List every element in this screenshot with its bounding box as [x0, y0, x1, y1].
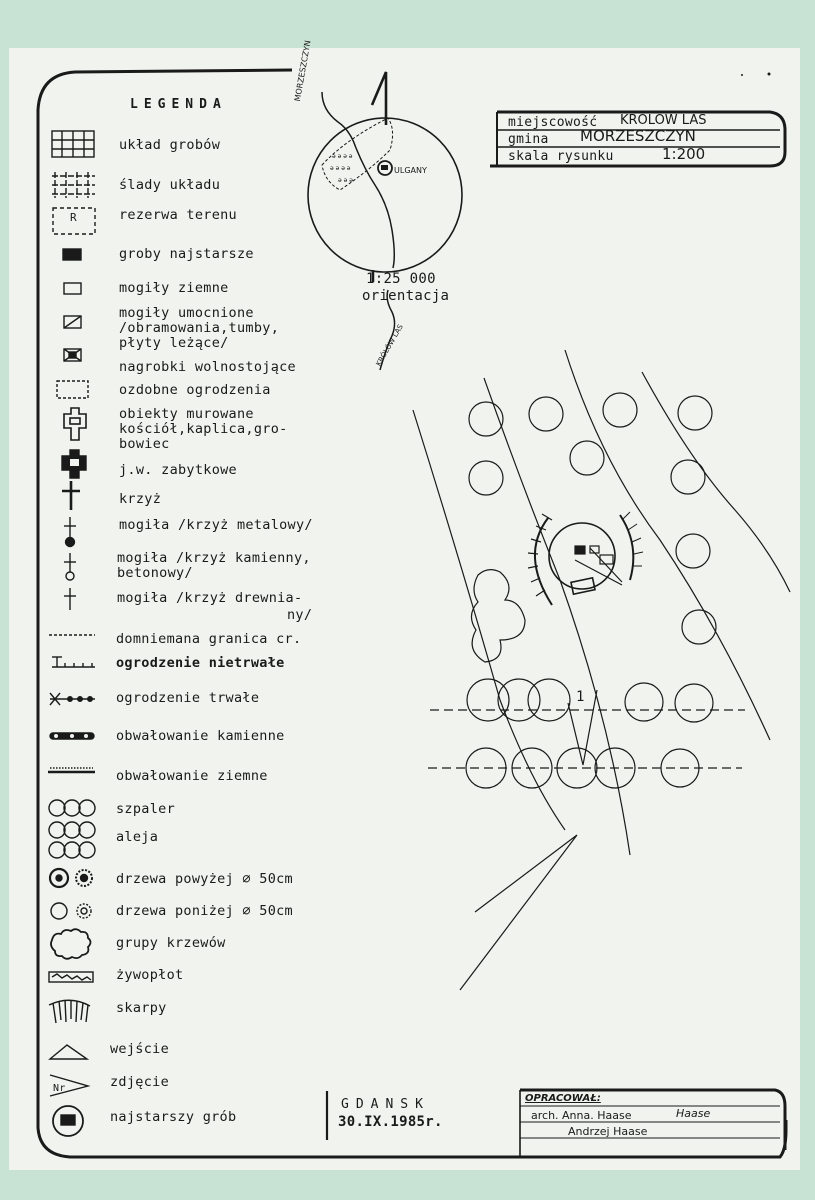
legend-label-mogily-umocnione-2: /obramowania,tumby,	[119, 320, 280, 336]
footer-author2: Andrzej Haase	[568, 1125, 648, 1138]
legend-label-krzyz: krzyż	[119, 491, 162, 507]
grave-slab	[571, 578, 595, 594]
orientation-scale: 1:25 000	[366, 271, 436, 287]
reinforced-grave-icon	[64, 316, 81, 328]
tree	[469, 402, 503, 436]
legend-label-nagrobki: nagrobki wolnostojące	[119, 359, 296, 375]
legend-label-wejscie: wejście	[110, 1041, 169, 1057]
tree	[676, 534, 710, 568]
wooden-cross-grave-icon	[64, 588, 76, 610]
photo-icon-label: Nr	[53, 1083, 66, 1094]
tree	[469, 461, 503, 495]
legend-label-ogrodzenie-nietrwale: ogrodzenie nietrwałe	[116, 655, 285, 671]
legend-label-slady-ukladu: ślady układu	[119, 177, 221, 193]
tree	[570, 441, 604, 475]
legend-label-najstarszy-grob: najstarszy grób	[110, 1109, 237, 1125]
footer-signature: Haase	[676, 1107, 711, 1120]
stone-embankment-icon	[50, 733, 94, 739]
legend-label-drzewa-ponizej: drzewa poniżej ∅ 50cm	[116, 903, 293, 919]
entrance-marker	[460, 835, 577, 990]
tombstone-icon	[64, 349, 81, 361]
legend-label-obwalowanie-kamienne: obwałowanie kamienne	[116, 728, 285, 744]
tree	[682, 610, 716, 644]
legend-label-mogila-drewno-1: mogiła /krzyż drewnia-	[117, 590, 303, 606]
legend-label-mogila-drewno-2: ny/	[287, 607, 313, 623]
footer-author1: arch. Anna. Haase	[531, 1109, 632, 1122]
photo-number: 1	[576, 689, 585, 705]
info-skala-label: skala rysunku	[508, 149, 614, 164]
legend-label-drzewa-powyzej: drzewa powyżej ∅ 50cm	[116, 871, 293, 887]
legend-label-jw-zabytkowe: j.w. zabytkowe	[119, 462, 237, 478]
shrub-group-icon	[51, 929, 91, 959]
svg-text:ǝ ǝ ǝ: ǝ ǝ ǝ	[338, 177, 353, 184]
grid-icon	[52, 131, 94, 157]
oldest-tomb-icon	[53, 1106, 83, 1136]
info-gmina-value: MORZESZCZYN	[580, 127, 696, 145]
orientation-caption: orientacja	[362, 288, 450, 304]
permanent-fence-icon	[50, 693, 95, 705]
tree	[603, 393, 637, 427]
orientation-circle	[308, 118, 462, 272]
svg-text:ǝ ǝ ǝ ǝ: ǝ ǝ ǝ ǝ	[330, 165, 351, 172]
decorative-fence-icon	[57, 381, 88, 398]
svg-text:ǝ ǝ ǝ ǝ: ǝ ǝ ǝ ǝ	[332, 153, 353, 160]
earth-grave-icon	[64, 283, 81, 294]
metal-cross-grave-icon	[64, 517, 76, 547]
legend-label-aleja: aleja	[116, 829, 159, 845]
site-plan	[413, 73, 790, 991]
slope-icon	[49, 1000, 90, 1023]
legend-label-zdjecie: zdjęcie	[110, 1074, 169, 1090]
reserve-icon-letter: R	[70, 211, 77, 224]
legend-label-mogily-umocnione-1: mogiły umocnione	[119, 305, 254, 321]
legend-label-grupy-krzewow: grupy krzewów	[116, 935, 226, 951]
north-arrow-icon	[372, 72, 386, 125]
map-label-top: MORZESZCZYN	[292, 39, 313, 103]
oldest-grave-icon	[63, 249, 81, 260]
legend-frame	[38, 70, 786, 1157]
legend-label-rezerwa-terenu: rezerwa terenu	[119, 207, 237, 223]
legend-label-obiekty-3: bowiec	[119, 436, 170, 452]
legend-label-granica: domniemana granica cr.	[116, 631, 302, 647]
tree	[529, 397, 563, 431]
legend-label-mogila-metal: mogiła /krzyż metalowy/	[119, 517, 313, 533]
legend-label-mogily-ziemne: mogiły ziemne	[119, 280, 229, 296]
legend-label-ogrodzenie-trwale: ogrodzenie trwałe	[116, 690, 260, 706]
avenue-icon	[49, 822, 95, 858]
shrub-group	[471, 570, 525, 662]
legend-label-mogily-umocnione-3: płyty leżące/	[119, 335, 229, 351]
tree	[678, 396, 712, 430]
info-gmina-label: gmina	[508, 132, 549, 147]
large-tree-icon	[50, 869, 92, 887]
legend-label-mogila-kamien-1: mogiła /krzyż kamienny,	[117, 550, 311, 566]
info-miejscowosc-label: miejscowość	[508, 115, 598, 130]
temporary-fence-icon	[52, 657, 95, 667]
legend-title: LEGENDA	[130, 97, 227, 112]
broken-grid-icon	[52, 172, 95, 198]
legend-label-obwalowanie-ziemne: obwałowanie ziemne	[116, 768, 268, 784]
legend-label-szpaler: szpaler	[116, 801, 175, 817]
chapel-icon	[64, 408, 86, 440]
earth-embankment-icon	[48, 768, 95, 772]
legend-label-obiekty-2: kościół,kaplica,gro-	[119, 421, 288, 437]
entrance-icon	[50, 1045, 87, 1059]
tree	[671, 460, 705, 494]
legend-label-uklad-grobow: układ grobów	[119, 137, 221, 153]
info-miejscowosc-value: KRÓLÓW LAS	[620, 113, 707, 128]
legend-label-ozdobne-ogrodzenia: ozdobne ogrodzenia	[119, 382, 271, 398]
tree-row-icon	[49, 800, 95, 816]
historic-chapel-icon	[62, 450, 86, 478]
stone-cross-grave-icon	[64, 553, 76, 580]
info-skala-value: 1:200	[662, 145, 706, 163]
legend-label-skarpy: skarpy	[116, 1000, 167, 1016]
right-slope	[620, 515, 633, 580]
legend-label-obiekty-1: obiekty murowane	[119, 406, 254, 422]
footer-city: GDANSK	[341, 1097, 430, 1112]
legend-label-zywoplot: żywopłot	[116, 967, 184, 983]
footer-prepared-label: OPRACOWAŁ:	[525, 1093, 601, 1104]
map-label-center: ULGANY	[394, 166, 427, 175]
main-tomb-circle	[549, 523, 615, 589]
small-tree-icon	[51, 903, 91, 919]
map-label-bottom: KRÓLÓW LAS	[374, 323, 405, 368]
orientation-map	[308, 72, 462, 370]
cross-icon	[62, 481, 80, 510]
legend-label-groby-najstarsze: groby najstarsze	[119, 246, 254, 262]
hedge-icon	[49, 972, 93, 982]
footer-date: 30.IX.1985r.	[338, 1114, 443, 1130]
legend-label-mogila-kamien-2: betonowy/	[117, 565, 193, 581]
